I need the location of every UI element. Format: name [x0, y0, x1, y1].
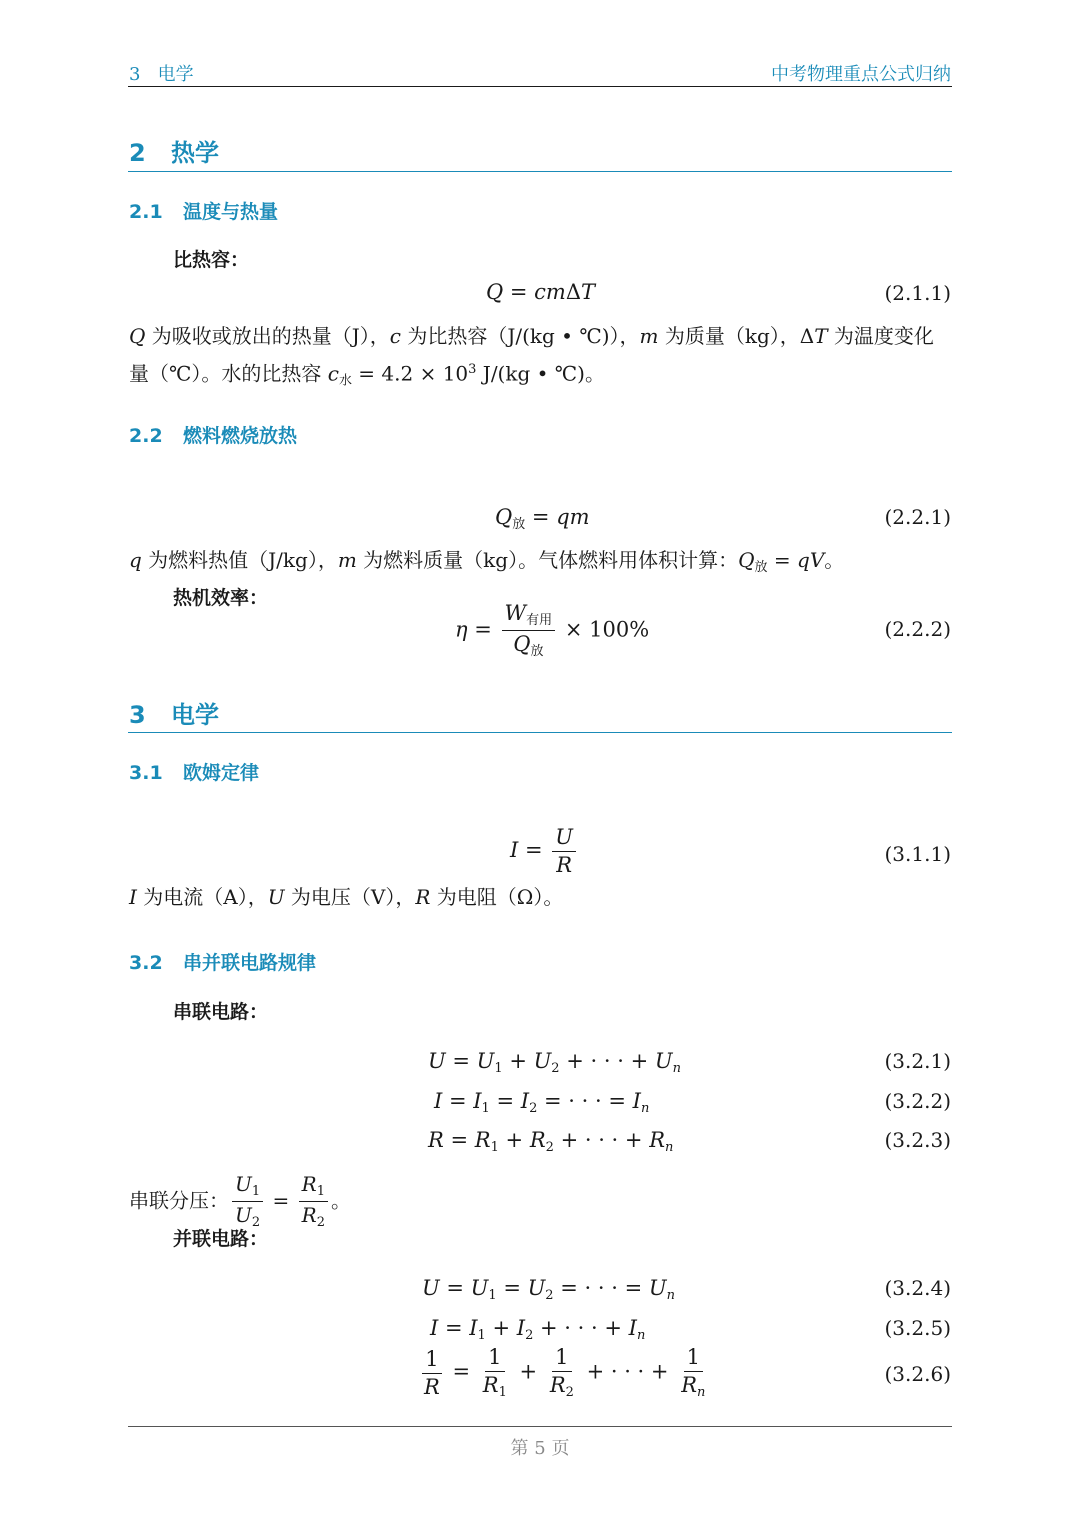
section-heading-3: 3 电学	[129, 701, 219, 729]
running-header-chapter: 3 电学	[129, 64, 194, 85]
eqno-3-2-5: (3.2.5)	[884, 1316, 951, 1340]
eqno-2-1-1: (2.1.1)	[884, 281, 951, 305]
label-parallel-circuit: 并联电路：	[173, 1228, 269, 1250]
paragraph-heat-definition: Q 为吸收或放出的热量（J），c 为比热容（J/(kg • ℃)），m 为质量（kg），ΔT 为温度变化量（℃）。水的比热容 $c_水 = 4.2 \times 10^3$ J/(kg • ℃)。	[129, 324, 934, 389]
section-heading-2: 2 热学	[129, 139, 219, 167]
eqno-3-2-6: (3.2.6)	[884, 1362, 951, 1386]
equation-2-2-1: $Q_放$ = qm	[495, 505, 590, 532]
footer-rule	[128, 1426, 952, 1427]
equation-3-2-3: $R = R_1 + R_2$ + · · · + $R_n$	[428, 1128, 674, 1155]
eqno-3-2-1: (3.2.1)	[884, 1049, 951, 1073]
equation-2-2-2: η = $\frac{W_{有用}}{Q_放}$ × 100%	[455, 601, 650, 660]
paragraph-fuel-definition: q 为燃料热值（J/kg），m 为燃料质量（kg）。气体燃料用体积计算：$Q_放$ = qV。	[129, 548, 845, 575]
eqno-3-2-2: (3.2.2)	[884, 1089, 951, 1113]
eqno-3-2-3: (3.2.3)	[884, 1128, 951, 1152]
label-engine-efficiency: 热机效率：	[173, 587, 269, 609]
label-specific-heat: 比热容：	[173, 249, 250, 271]
paragraph-ohm-definition: I 为电流（A），U 为电压（V），R 为电阻（Ω）。	[129, 885, 564, 909]
section-rule	[128, 732, 952, 733]
equation-3-1-1: I = $\frac{U}{R}$	[510, 826, 579, 877]
equation-3-2-6: $\frac{1}{R}$ = $\frac{1}{R_1}$ + $\frac{1}{R_2}$ + · · · + $\frac{1}{R_n}$	[424, 1345, 706, 1401]
equation-3-2-4: $U = U_1 = U_2$ = · · · = $U_n$	[422, 1276, 675, 1303]
paragraph-voltage-divider: 串联分压： $\frac{U_1}{U_2}$ = $\frac{R_1}{R_2}$ 。	[129, 1172, 351, 1231]
subsection-heading-3-1: 3.1 欧姆定律	[129, 762, 260, 784]
header-rule	[128, 86, 952, 87]
eqno-2-2-1: (2.2.1)	[884, 505, 951, 529]
equation-3-2-1: $U = U_1 + U_2$ + · · · + $U_n$	[428, 1049, 681, 1076]
eqno-3-2-4: (3.2.4)	[884, 1276, 951, 1300]
subsection-heading-3-2: 3.2 串并联电路规律	[129, 952, 317, 974]
equation-3-2-2: $I = I_1 = I_2$ = · · · = $I_n$	[434, 1089, 650, 1116]
section-rule	[128, 171, 952, 172]
eqno-3-1-1: (3.1.1)	[884, 842, 951, 866]
eqno-2-2-2: (2.2.2)	[884, 617, 951, 641]
subsection-heading-2-1: 2.1 温度与热量	[129, 201, 279, 223]
equation-2-1-1: Q = cmΔT	[486, 280, 596, 304]
equation-3-2-5: $I = I_1 + I_2$ + · · · + $I_n$	[430, 1316, 646, 1343]
label-series-circuit: 串联电路：	[173, 1001, 269, 1023]
subsection-heading-2-2: 2.2 燃料燃烧放热	[129, 425, 298, 447]
page-number: 第 5 页	[510, 1438, 570, 1459]
running-header-title: 中考物理重点公式归纳	[771, 64, 951, 85]
